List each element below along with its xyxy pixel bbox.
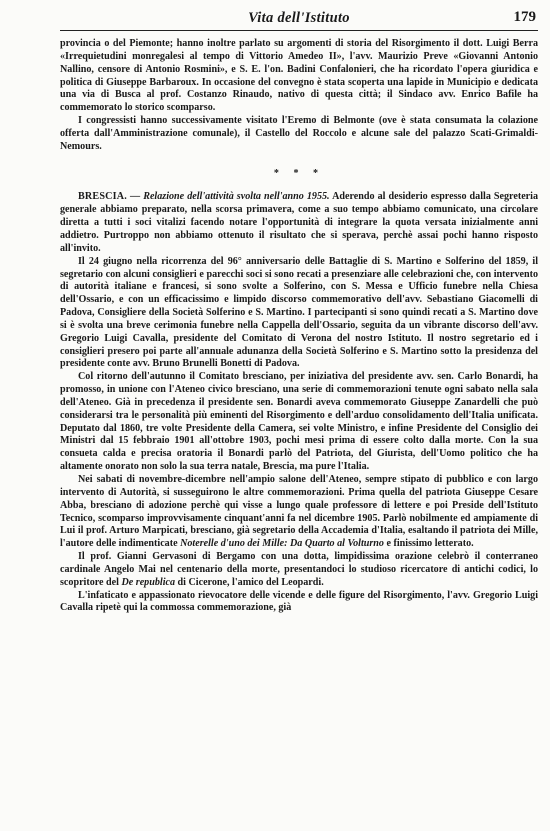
paragraph-zanardelli: Col ritorno dell'autunno il Comitato bresciano, per iniziativa del presidente avv. sen. Carlo Bonardi, ha promosso, in unione con l'Ateneo civico bresciano, una serie di commemorazioni tenute ogni sabato nella sala dell'Ateneo. Già in precedenza il presidente sen. Bonardi aveva commemorato Giuseppe Zanardelli che può considerarsi tra le personalità più eminenti del Risorgimento e dell'arduo consolidamento dell'Italia unificata. Deputato dal 1860, tre volte Presidente della Camera, sei volte Ministro, e infine Presidente del Consiglio dei Ministri dal 15 febbraio 1901 all'ottobre 1903, pochi mesi prima di essere colto dalla morte. Con la sua consueta calda e precisa oratoria il Bonardi parlò del Patriota, del Giurista, dell'Uomo politico che ha altamente onorato non solo la sua terra natale, Brescia, ma pure l'Italia. [60, 371, 538, 473]
abba-tail: e finissimo letterato. [383, 538, 474, 550]
running-title: Vita dell'Istituto [248, 10, 350, 26]
page-body [60, 38, 538, 615]
section-separator: * * * [273, 167, 325, 179]
work-title-noterelle: Noterelle d'uno dei Mille: Da Quarto al Volturno [180, 538, 384, 550]
page-number: 179 [513, 9, 536, 25]
heading-dash: — [127, 191, 144, 203]
paragraph-cavalla: L'infaticato e appassionato rievocatore delle vicende e delle figure del Risorgimento, l'avv. Gregorio Luigi Cavalla ripetè qui la commossa commemorazione, già [60, 589, 538, 614]
paragraph-abba [60, 474, 538, 551]
mai-tail: di Cicerone, l'amico del Leopardi. [175, 576, 324, 588]
section-heading-brescia: BRESCIA. [78, 191, 127, 203]
paragraph-piemonte-speakers: provincia o del Piemonte; hanno inoltre parlato su argomenti di storia del Risorgimento il dott. Luigi Berra «Irrequietudini monregalesi al tempo di Vittorio Amedeo II», l'avv. Maurizio Preve «Giovanni Antonio Nallino, censore di Antonio Rosmini», e S. E. l'on. Badini Confalonieri, che ha ricordato l'opera giuridica e politica di Giuseppe Barbaroux. In occasione del convegno è stata scoperta una lapide in Municipio e dedicata una via di Busca al prof. Costanzo Rinaudo, nativo di questa città; il Sindaco avv. Enrico Bafile ha commemorato lo storico scomparso. [60, 38, 538, 114]
report-title: Relazione dell'attività svolta nell'anno 1955. [143, 191, 330, 203]
paragraph-solferino: Il 24 giugno nella ricorrenza del 96° anniversario delle Battaglie di S. Martino e Solferino del 1859, il segretario con alcuni consiglieri e parecchi soci si sono recati a presenziare alle celebrazioni che, con intervento di autorità italiane e francesi, si sono svolte a Solferino, con S. Messa e Ufficio funebre nella Chiesa dell'Ossario, e con un efficacissimo e limpido discorso commemorativo dell'avv. Sebastiano Giacomelli di Padova, Consigliere della Società Solferino e S. Martino. I partecipanti si sono quindi recati a S. Martino dove si è svolta una breve cerimonia funebre nella Cappella dell'Ossario, seguita da un vibrante discorso dell'avv. Gregorio Luigi Cavalla, presidente del Comitato di Verona del nostro Istituto. Il nostro segretario ed i consiglieri presero poi parte all'annuale adunanza della Società Solferino e S. Martino sotto la presidenza del presidente conte avv. Bruno Brunelli Bonetti di Padova. [60, 255, 538, 370]
report-intro: Aderendo al desiderio espresso dalla Segreteria generale abbiamo preparato, nella scorsa primavera, come a suo tempo abbiamo comunicato, una circolare diretta a tutti i soci vitalizi facendo notare l'opportunità di integrare la quota versata inizialmente anni addietro. Purtroppo non abbiamo ottenuto il risultato che si sperava, perchè assai pochi hanno risposto all'invito. [60, 191, 539, 254]
paragraph-congress-visit: I congressisti hanno successivamente visitato l'Eremo di Belmonte (ove è stata consumata la colazione offerta dall'Amministrazione comunale), il Castello del Roccolo e alcune sale del palazzo Scati-Grimaldi-Nemours. [60, 115, 538, 152]
paragraph-angelo-mai [60, 551, 538, 590]
mai-text: Il prof. Gianni Gervasoni di Bergamo con una dotta, limpidissima orazione celebrò il conterraneo cardinale Angelo Mai nel centenario della morte, presentandoci lo studioso ricercatore di antichi codici, lo scopritore del [60, 551, 538, 588]
paragraph-brescia-report [60, 191, 538, 255]
page-header [60, 6, 538, 31]
abba-text: Nei sabati di novembre-dicembre nell'ampio salone dell'Ateneo, sempre stipato di pubblico e con largo intervento di Autorità, si susseguirono le altre commemorazioni. Prima quella del patriota Giuseppe Cesare Abba, bresciano di adozione perchè qui visse a lungo quale professore di lettere e poi Preside dell'Istituto Tecnico, scomparso improvvisamente cinquant'anni fa nel dicembre 1905. Parlò nobilmente ed ampiamente di Lui il prof. Arturo Marpicati, bresciano, già segretario della Accademia d'Italia, esaltando il patriota dei Mille, l'autore delle indimenticate [60, 474, 538, 550]
work-title-de-republica: De republica [121, 576, 176, 588]
